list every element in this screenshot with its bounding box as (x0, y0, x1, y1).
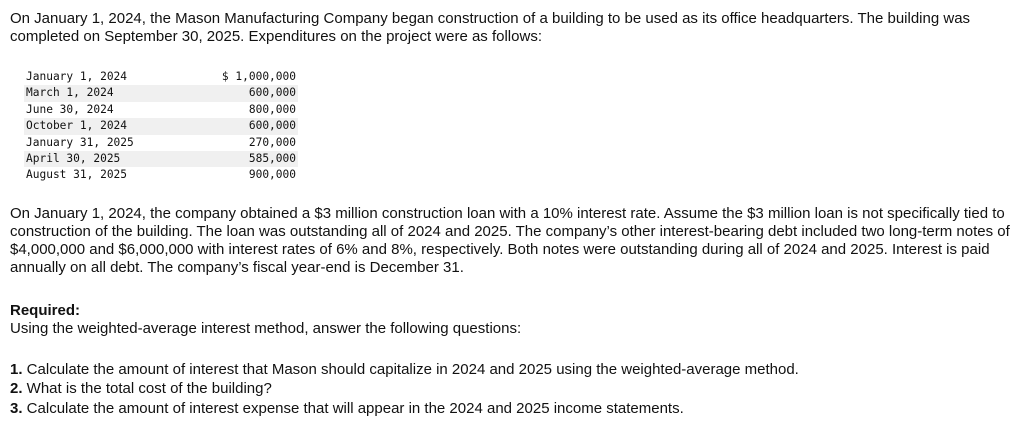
table-row (24, 135, 298, 151)
table-row (24, 151, 298, 167)
question-text: Calculate the amount of interest expense that will appear in the 2024 and 2025 income statements. (22, 399, 684, 417)
table-row (24, 102, 298, 118)
question-number: 2. (10, 380, 23, 398)
expenditure-amount: 800,000 (248, 102, 296, 116)
expenditure-amount: 600,000 (200, 85, 298, 101)
expenditure-amount: 900,000 (248, 168, 296, 182)
expenditure-amount: 600,000 (200, 118, 298, 134)
expenditure-date: June 30, 2024 (26, 102, 114, 116)
expenditure-amount: 585,000 (200, 151, 298, 167)
question-number: 1. (10, 361, 23, 378)
required-text: Using the weighted-average interest method, answer the following questions: (10, 320, 522, 337)
expenditure-date: August 31, 2025 (26, 168, 128, 182)
expenditure-date: March 1, 2024 (24, 85, 200, 101)
question-text: What is the total cost of the building? (22, 380, 272, 398)
table-row (24, 85, 298, 101)
loan-paragraph: On January 1, 2024, the company obtained a $3 million construction loan with a 10% interest rate. Assume the $3 million loan is not specifically tied to construction of the building. The loan was outstanding all of 2024 and 2025. The company’s other interest-bearing debt included two long-term notes of $4,000,000 and $6,000,000 with interest rates of 6% and 8%, respectively. Both notes were outstanding during all of 2024 and 2025. Interest is paid annually on all debt. The company’s fiscal year-end is December 31. (10, 205, 1010, 276)
expenditure-date: January 31, 2025 (26, 135, 134, 149)
expenditure-date: January 1, 2024 (26, 70, 128, 83)
expenditure-amount: 270,000 (248, 135, 296, 149)
table-row (24, 118, 298, 134)
question-number: 3. (10, 399, 23, 417)
required-heading: Required: (10, 302, 81, 319)
expenditures-table (24, 69, 298, 184)
list-item (10, 399, 1014, 418)
expenditure-date: October 1, 2024 (24, 118, 200, 134)
expenditure-amount: $ 1,000,000 (221, 70, 296, 83)
list-item (10, 379, 1014, 398)
question-list (10, 360, 1014, 418)
table-row (24, 69, 298, 85)
table-row (24, 167, 298, 183)
list-item (10, 360, 1014, 379)
intro-paragraph: On January 1, 2024, the Mason Manufacturing Company began construction of a building to be used as its office headquarters. The building was completed on September 30, 2025. Expenditures on the project were as follows: (10, 10, 971, 45)
question-text: Calculate the amount of interest that Mason should capitalize in 2024 and 2025 using the weighted-average method. (22, 361, 799, 378)
expenditure-date: April 30, 2025 (24, 151, 200, 167)
